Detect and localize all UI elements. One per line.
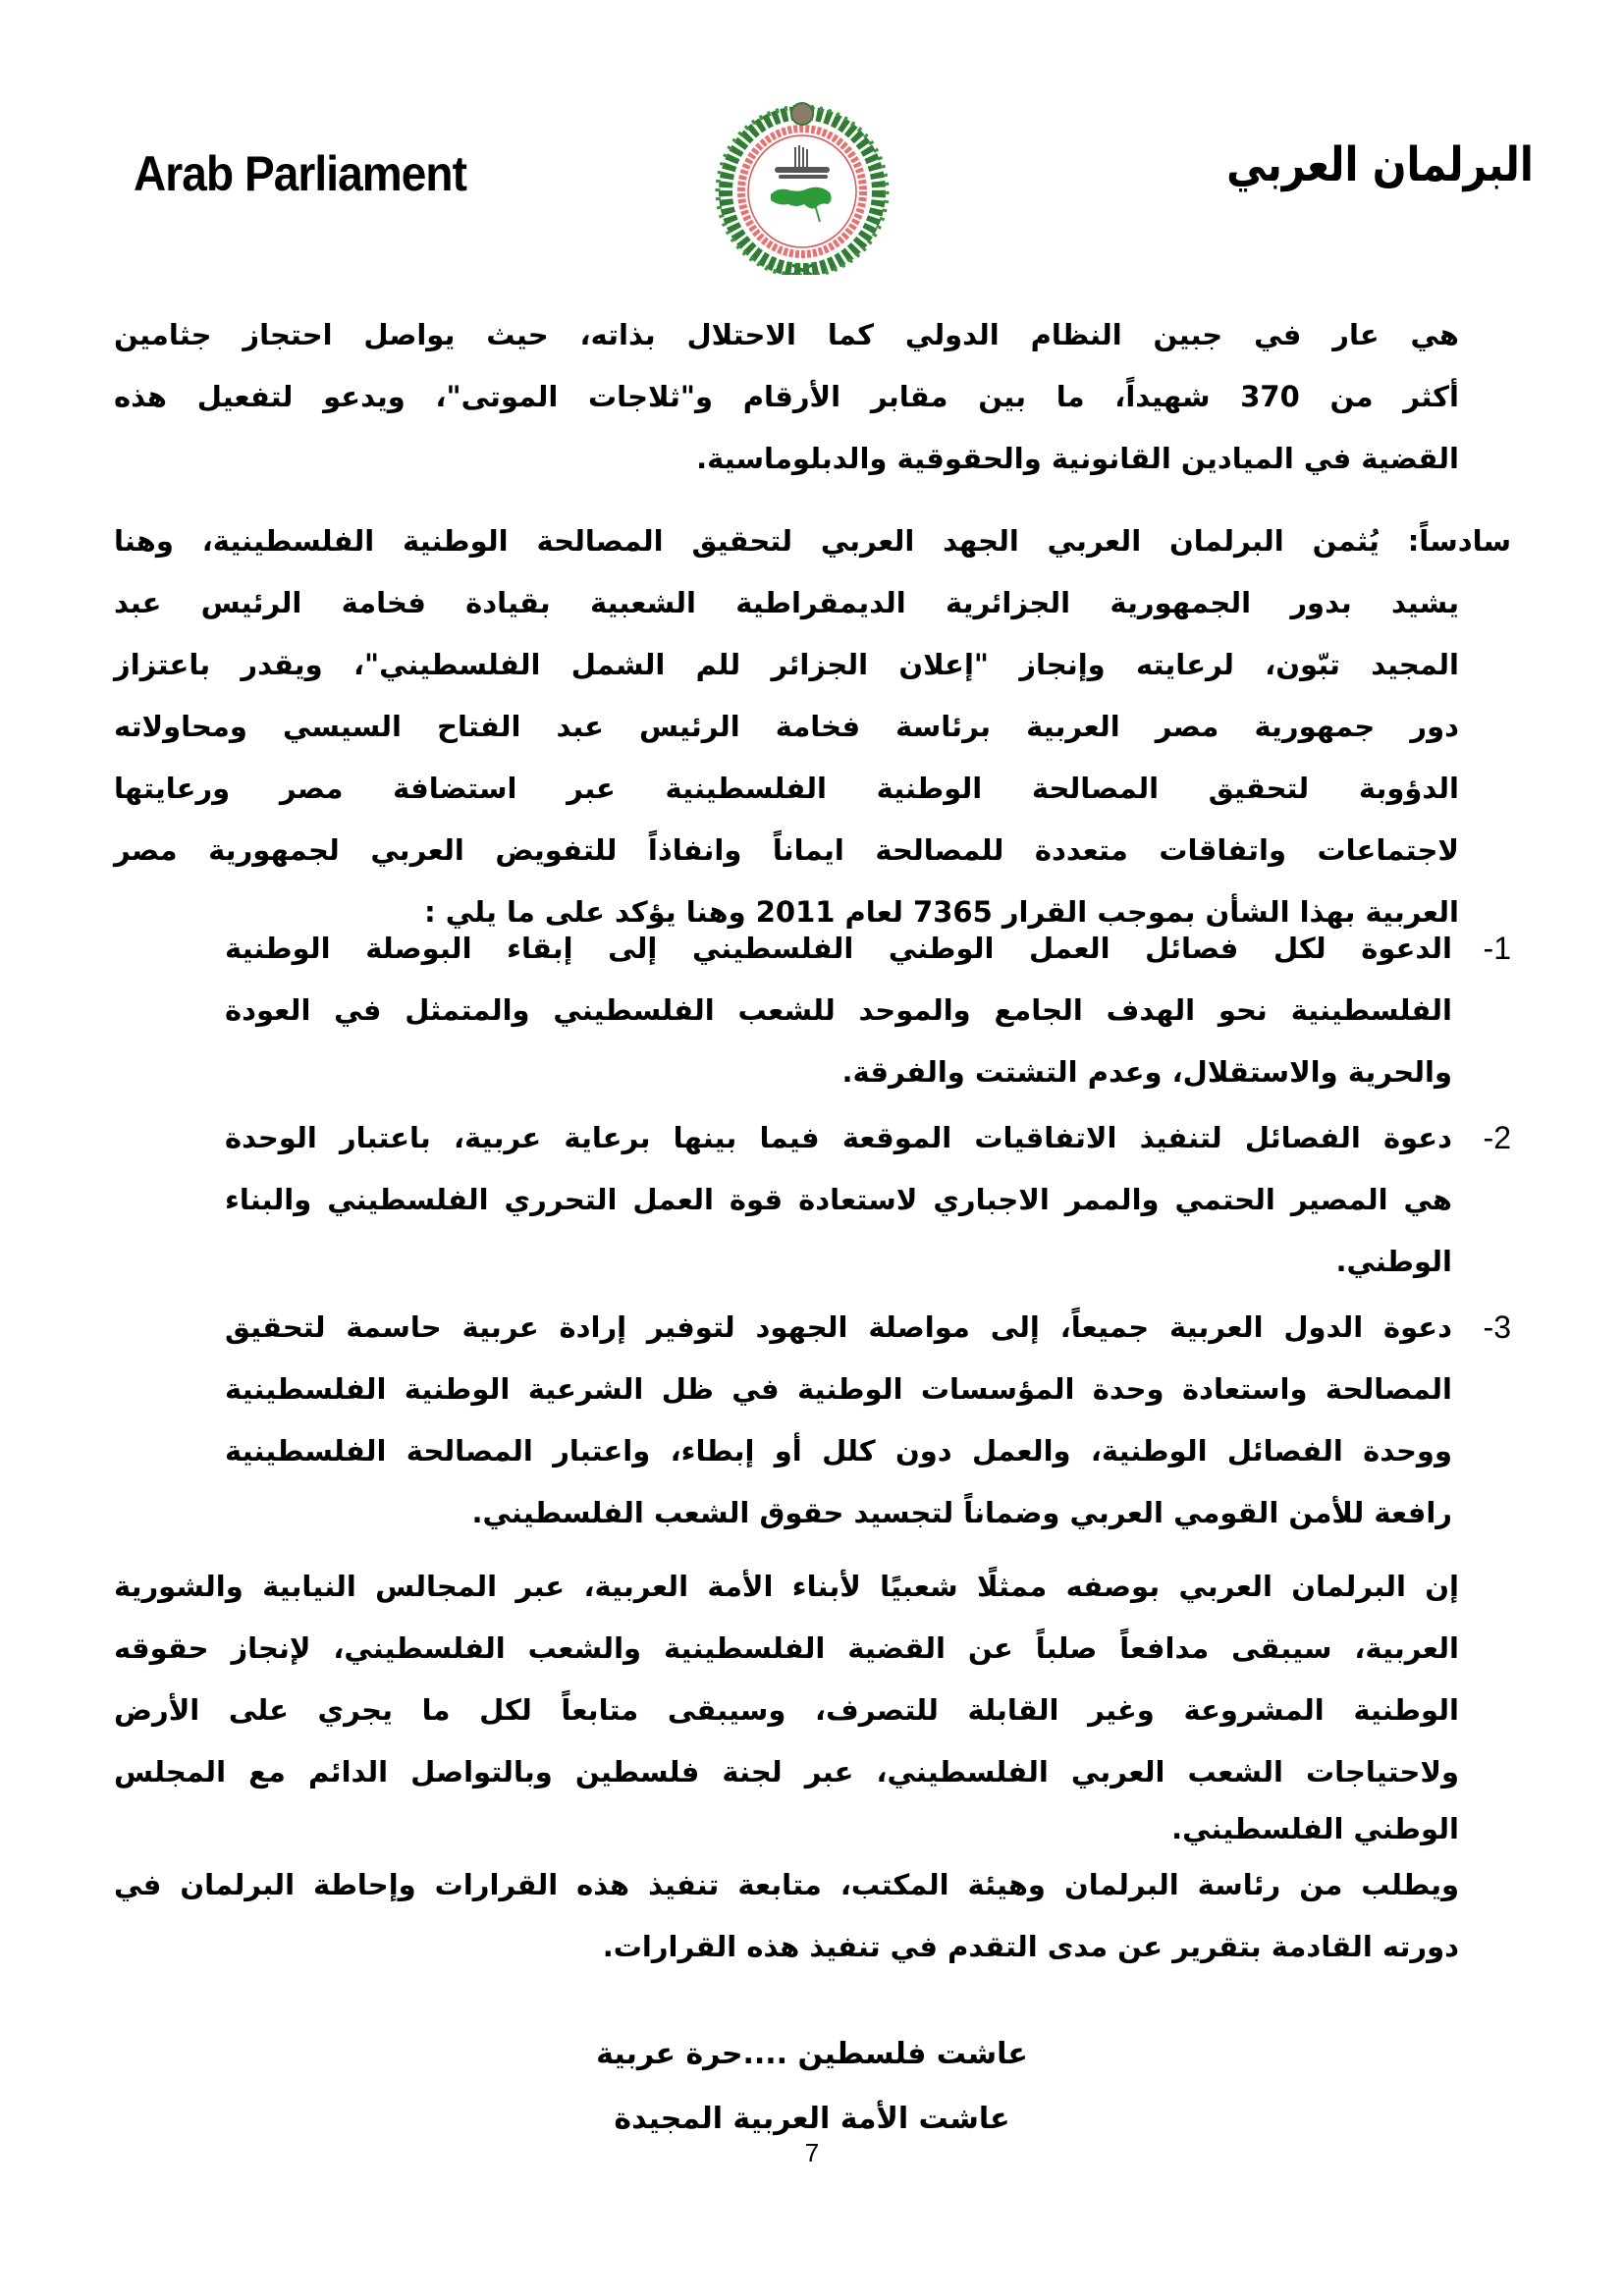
text-line: العربية، سيبقى مدافعاً صلباً عن القضية الفلسطينية والشعب الفلسطيني، لإنجاز حقوقه: [114, 1631, 1459, 1665]
text-line: ولاحتياجات الشعب العربي الفلسطيني، عبر لجنة فلسطين وبالتواصل الدائم مع المجلس: [114, 1755, 1459, 1789]
arabic-title: البرلمان العربي: [1226, 137, 1534, 192]
page-number: 7: [804, 2138, 820, 2167]
text-line: المجيد تبّون، لرعايته وإنجاز "إعلان الجزائر للم الشمل الفلسطيني"، ويقدر باعتزاز: [114, 648, 1459, 681]
text-line: الفلسطينية نحو الهدف الجامع والموحد للشعب الفلسطيني والمتمثل في العودة: [225, 993, 1452, 1027]
text-line: دور جمهورية مصر العربية برئاسة فخامة الرئيس عبد الفتاح السيسي ومحاولاته: [114, 710, 1459, 743]
text-line: الوطني الفلسطيني.: [1171, 1812, 1459, 1845]
text-line: دورته القادمة بتقرير عن مدى التقدم في تنفيذ هذه القرارات.: [602, 1930, 1459, 1963]
text-line: لاجتماعات واتفاقات متعددة للمصالحة ايماناً وانفاذاً للتفويض العربي لجمهورية مصر: [114, 833, 1459, 867]
text-line: سادساً: يُثمن البرلمان العربي الجهد العربي لتحقيق المصالحة الوطنية الفلسطينية، وهنا: [114, 524, 1511, 558]
list-marker: -1: [1483, 931, 1511, 966]
text-line: الدعوة لكل فصائل العمل الوطني الفلسطيني إلى إبقاء البوصلة الوطنية: [225, 932, 1452, 965]
text-line: الدؤوبة لتحقيق المصالحة الوطنية الفلسطينية عبر استضافة مصر ورعايتها: [114, 772, 1459, 805]
list-marker: -2: [1483, 1120, 1511, 1155]
arab-parliament-emblem-icon: [714, 98, 891, 275]
text-line: دعوة الفصائل لتنفيذ الاتفاقيات الموقعة فيما بينها برعاية عربية، باعتبار الوحدة: [225, 1121, 1452, 1154]
text-line: ويطلب من رئاسة البرلمان وهيئة المكتب، متابعة تنفيذ هذه القرارات وإحاطة البرلمان في: [114, 1868, 1459, 1901]
section-six-body: [114, 572, 1459, 943]
text-line: المصالحة واستعادة وحدة المؤسسات الوطنية في ظل الشرعية الوطنية الفلسطينية: [225, 1372, 1452, 1406]
list-item: [186, 1297, 1511, 1544]
list-item: [186, 918, 1511, 1103]
text-line: هي المصير الحتمي والممر الاجباري لاستعادة قوة العمل التحرري الفلسطيني والبناء: [225, 1183, 1452, 1216]
text-line: الوطني.: [1335, 1245, 1452, 1278]
text-line: الوطنية المشروعة وغير القابلة للتصرف، وسيبقى متابعاً لكل ما يجري على الأرض: [114, 1693, 1459, 1727]
closing-paragraph: [114, 1556, 1459, 1978]
text-line: أكثر من 370 شهيداً، ما بين مقابر الأرقام و"ثلاجات الموتى"، ويدعو لتفعيل هذه: [114, 380, 1459, 413]
section-six-paragraph: [114, 510, 1511, 572]
list-marker: -3: [1483, 1309, 1511, 1345]
text-line: ووحدة الفصائل الوطنية، والعمل دون كلل أو إبطاء، واعتبار المصالحة الفلسطينية: [225, 1434, 1452, 1468]
text-line: القضية في الميادين القانونية والحقوقية والدبلوماسية.: [696, 442, 1459, 475]
resolution-list: [186, 918, 1511, 1548]
english-title: Arab Parliament: [134, 146, 467, 201]
closing-slogans: [0, 2022, 1624, 2152]
slogan-line: عاشت فلسطين ....حرة عربية: [596, 2037, 1028, 2071]
text-line: إن البرلمان العربي بوصفه ممثلًا شعبيًا لأبناء الأمة العربية، عبر المجالس النيابية والشورية: [114, 1570, 1459, 1603]
page-header: [0, 0, 1624, 294]
text-line: يشيد بدور الجمهورية الجزائرية الديمقراطية الشعبية بقيادة فخامة الرئيس عبد: [114, 586, 1459, 619]
text-line: رافعة للأمن القومي العربي وضماناً لتجسيد حقوق الشعب الفلسطيني.: [471, 1496, 1452, 1529]
text-line: والحرية والاستقلال، وعدم التشتت والفرقة.: [841, 1055, 1452, 1089]
list-item: [186, 1107, 1511, 1293]
text-line: هي عار في جبين النظام الدولي كما الاحتلال بذاته، حيث يواصل احتجاز جثامين: [114, 318, 1459, 351]
list-item-text: [225, 918, 1452, 1103]
text-line: العربية بهذا الشأن بموجب القرار 7365 لعام 2011 وهنا يؤكد على ما يلي :: [424, 895, 1459, 929]
text-line: دعوة الدول العربية جميعاً، إلى مواصلة الجهود لتوفير إرادة عربية حاسمة لتحقيق: [225, 1310, 1452, 1344]
intro-paragraph: [114, 304, 1459, 490]
list-item-text: [225, 1297, 1452, 1544]
slogan-line: عاشت الأمة العربية المجيدة: [614, 2102, 1010, 2136]
list-item-text: [225, 1107, 1452, 1293]
